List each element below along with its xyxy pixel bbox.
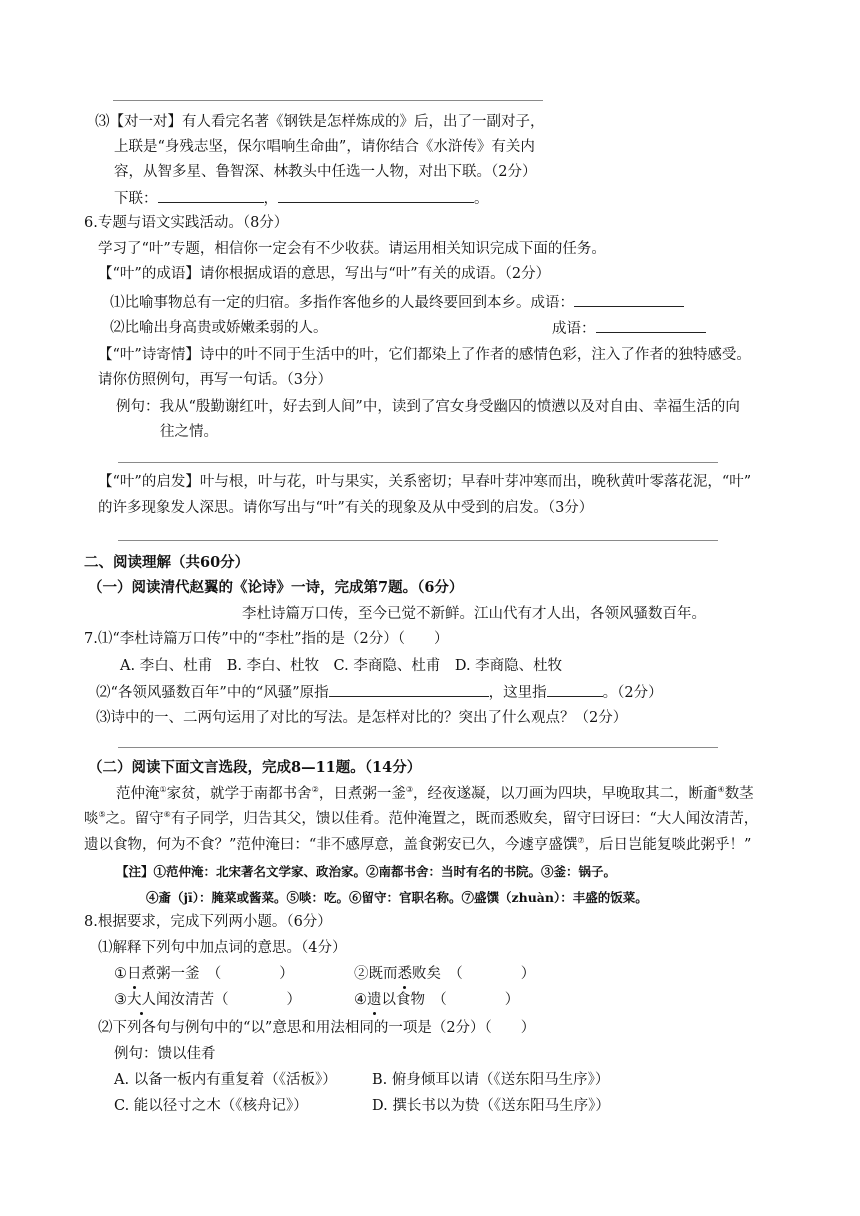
classical-text-line1: 范仲淹①家贫，就学于南都书舍②，日煮粥一釜③，经夜遂凝，以刀画为四块，早晚取其二，断齑④数茎 [116, 785, 754, 802]
q5-item3-line1: ⑶【对一对】有人看完名著《钢铁是怎样炼成的》后，出了一副对子， [95, 114, 545, 130]
answer-line [118, 462, 718, 463]
insight-line1: 【“叶”的启发】叶与根，叶与花，叶与果实，关系密切；早春叶芽冲寒而出，晚秋黄叶零落花泥，“叶” [98, 474, 752, 490]
insight-line2: 的许多现象发人深思。请你写出与“叶”有关的现象及从中受到的启发。（3分） [98, 500, 594, 516]
idiom-heading: 【“叶”的成语】请你根据成语的意思，写出与“叶”有关的成语。（2分） [98, 266, 551, 282]
option-a: A. 以备一板内有重复着（《活板》） [114, 1072, 337, 1088]
xialian-blank-1[interactable] [158, 188, 264, 203]
xialian-label: 下联： [114, 191, 158, 207]
q8-title: 8.根据要求，完成下列两小题。（6分） [84, 914, 332, 930]
classical-text-line2: 啖⑤之。留守⑥有子同学，归告其父，馈以佳肴。范仲淹置之，既而悉败矣，留守曰讶曰：“大人闻汝清苦， [84, 810, 759, 827]
q5-item3-line3: 容，从智多星、鲁智深、林教头中任选一人物，对出下联。（2分） [114, 164, 537, 180]
q6-intro: 学习了“叶”专题，相信你一定会有不少收获。请运用相关知识完成下面的任务。 [98, 241, 606, 257]
q8-word-4: ④遗以食物 （ ） [354, 992, 520, 1008]
poem-heading: 【“叶”诗寄情】诗中的叶不同于生活中的叶，它们都染上了作者的感情色彩，注入了作者的独特感受。 [98, 347, 751, 363]
notes-line1: 【注】①范仲淹：北宋著名文学家、政治家。②南都书舍：当时有名的书院。③釜：锅子。 [116, 864, 617, 879]
q7-options: A. 李白、杜甫 B. 李白、杜牧 C. 李商隐、杜甫 D. 李商隐、杜牧 [120, 658, 563, 674]
q8-example: 例句：馈以佳肴 [114, 1046, 216, 1062]
part-2-title: （二）阅读下面文言选段，完成8—11题。（14分） [88, 759, 422, 776]
answer-line [113, 100, 543, 101]
idiom-1-blank[interactable] [574, 292, 684, 307]
answer-line [118, 540, 718, 541]
answer-line [118, 747, 718, 748]
option-d: D. 撰长书以为贽（《送东阳马生序》） [372, 1098, 610, 1114]
q7-3: ⑶诗中的一、二两句运用了对比的写法。是怎样对比的？突出了什么观点？（2分） [96, 710, 628, 726]
idiom-2-blank[interactable] [596, 318, 706, 333]
q8-word-1: ①日煮粥一釜 （ ） [114, 966, 294, 982]
xialian-blank-2[interactable] [278, 188, 474, 203]
idiom-2-answer: 成语： [552, 318, 706, 339]
q8-word-3: ③大人闻汝清苦（ ） [114, 992, 301, 1008]
q5-item3-line2: 上联是“身残志坚，保尔唱响生命曲”，请你结合《水浒传》有关内 [114, 139, 535, 155]
classical-text-line3: 遗以食物，何为不食？”范仲淹曰：“非不感厚意，盖食粥安已久，今遽亨盛馔⑦，后日岂能复啖此粥乎！” [84, 836, 752, 853]
q6-title: 6.专题与语文实践活动。（8分） [84, 215, 289, 231]
poem-instruction: 请你仿照例句，再写一句话。（3分） [98, 372, 332, 388]
q7-1: 7.⑴“李杜诗篇万口传”中的“李杜”指的是（2分）（ ） [84, 631, 449, 647]
fengsao-original-blank[interactable] [329, 682, 489, 697]
section-2-title: 二、阅读理解（共60分） [84, 554, 250, 571]
xialian-line: 下联： ， 。 [114, 188, 489, 209]
example-line1: 例句：我从“殷勤谢红叶，好去到人间”中，读到了宫女身受幽囚的愤懑以及对自由、幸福生活的向 [116, 399, 740, 415]
option-c: C. 能以径寸之木（《核舟记》） [114, 1098, 308, 1114]
poem-text: 李杜诗篇万口传，至今已觉不新鲜。江山代有才人出，各领风骚数百年。 [242, 606, 706, 622]
option-b: B. 俯身倾耳以请（《送东阳马生序》） [372, 1072, 610, 1088]
q8-sub2: ⑵下列各句与例句中的“以”意思和用法相同的一项是（2分）（ ） [98, 1020, 536, 1036]
q8-sub1: ⑴解释下列句中加点词的意思。（4分） [98, 940, 347, 956]
part-1-title: （一）阅读清代赵翼的《论诗》一诗，完成第7题。（6分） [88, 579, 464, 596]
idiom-1: ⑴比喻事物总有一定的归宿。多指作客他乡的人最终要回到本乡。成语： [110, 292, 684, 313]
q8-word-2: ②既而悉败矣 （ ） [354, 966, 536, 982]
notes-line2: ④齑（jī）：腌菜或酱菜。⑤啖：吃。⑥留守：官职名称。⑦盛馔（zhuàn）：丰盛的饭菜。 [146, 890, 648, 905]
q7-2: ⑵“各领风骚数百年”中的“风骚”原指 ，这里指 。（2分） [96, 682, 663, 703]
idiom-2: ⑵比喻出身高贵或娇嫩柔弱的人。 [110, 320, 328, 336]
fengsao-here-blank[interactable] [547, 682, 603, 697]
example-line2: 往之情。 [160, 424, 218, 440]
